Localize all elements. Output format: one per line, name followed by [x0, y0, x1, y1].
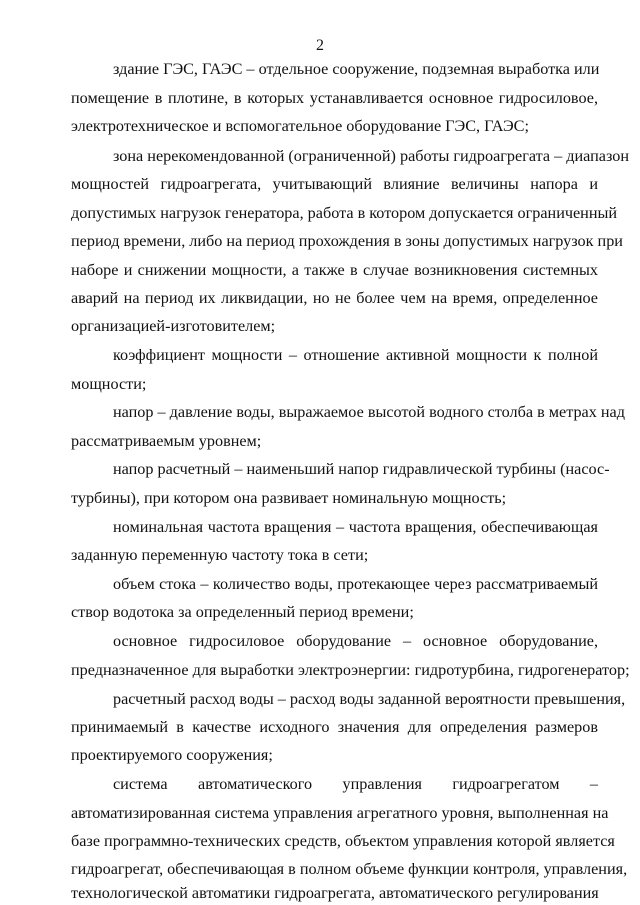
page-number: 2 — [316, 37, 324, 54]
text-line: зона нерекомендованной (ограниченной) работы гидроагрегата – диапазон — [113, 147, 630, 165]
text-line: наборе и снижении мощности, а также в случае возникновения системных — [71, 261, 598, 279]
text-line: основное гидросиловое оборудование – основное оборудование, — [113, 632, 598, 650]
text-line: предназначенное для выработки электроэнергии: гидротурбина, гидрогенератор; — [71, 661, 630, 679]
text-line: период времени, либо на период прохождения в зоны допустимых нагрузок при — [71, 232, 623, 250]
text-line: аварий на период их ликвидации, но не более чем на время, определенное — [71, 289, 598, 307]
text-line: здание ГЭС, ГАЭС – отдельное сооружение, подземная выработка или — [113, 60, 600, 78]
text-line: система автоматического управления гидроагрегатом – — [113, 775, 598, 793]
text-line: базе программно-технических средств, объектом управления которой является — [71, 832, 615, 850]
text-line: гидроагрегат, обеспечивающая в полном объеме функции контроля, управления, — [71, 860, 628, 878]
text-line: проектируемого сооружения; — [71, 746, 273, 764]
text-line: мощности; — [71, 375, 147, 393]
text-line: электротехническое и вспомогательное оборудование ГЭС, ГАЭС; — [71, 117, 529, 135]
text-line: коэффициент мощности – отношение активной мощности к полной — [113, 346, 598, 364]
text-line: допустимых нагрузок генератора, работа в котором допускается ограниченный — [71, 204, 618, 222]
text-line: напор – давление воды, выражаемое высотой водного столба в метрах над — [113, 403, 625, 421]
text-line: номинальная частота вращения – частота вращения, обеспечивающая — [113, 518, 598, 536]
text-line: технологической автоматики гидроагрегата, автоматического регулирования — [71, 884, 599, 902]
text-line: объем стока – количество воды, протекающее через рассматриваемый — [113, 575, 598, 593]
text-line: помещение в плотине, в которых устанавливается основное гидросиловое, — [71, 89, 598, 107]
text-line: створ водотока за определенный период времени; — [71, 603, 414, 621]
text-line: заданную переменную частоту тока в сети; — [71, 546, 369, 564]
text-line: мощностей гидроагрегата, учитывающий влияние величины напора и — [71, 175, 598, 193]
text-line: принимаемый в качестве исходного значения для определения размеров — [71, 718, 598, 736]
text-line: расчетный расход воды – расход воды заданной вероятности превышения, — [113, 690, 626, 708]
text-line: напор расчетный – наименьший напор гидравлической турбины (насос- — [113, 460, 610, 478]
text-line: организацией-изготовителем; — [71, 317, 276, 335]
text-line: турбины), при котором она развивает номинальную мощность; — [71, 489, 507, 507]
text-line: автоматизированная система управления агрегатного уровня, выполненная на — [71, 804, 609, 822]
text-line: рассматриваемым уровнем; — [71, 432, 262, 450]
